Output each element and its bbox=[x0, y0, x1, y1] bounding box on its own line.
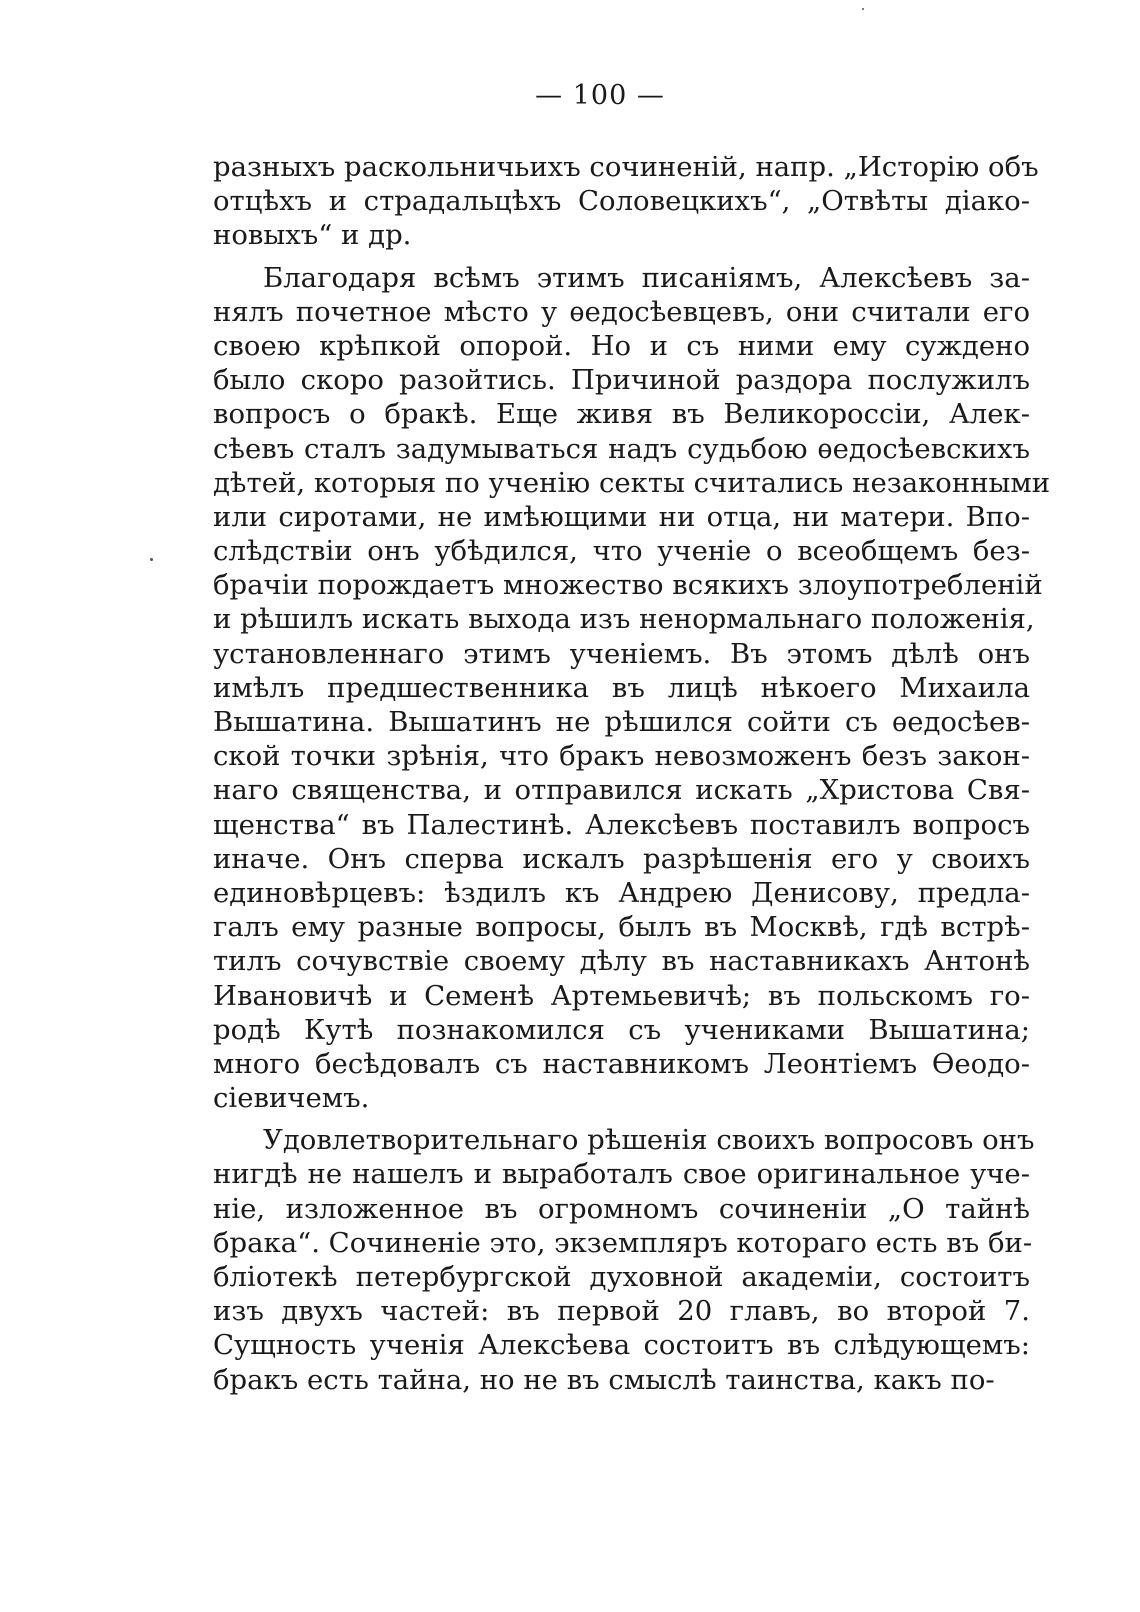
text-line: разныхъ раскольничьихъ сочиненій, напр. „Исторію объ bbox=[213, 151, 1039, 183]
text-line: галъ ему разные вопросы, былъ въ Москвѣ, гдѣ встрѣ- bbox=[213, 911, 1030, 944]
text-line: нялъ почетное мѣсто у ѳедосѣевцевъ, они считали его bbox=[213, 295, 1030, 328]
text-line: изъ двухъ частей: въ первой 20 главъ, во второй 7. bbox=[213, 1295, 1030, 1328]
text-line: много бесѣдовалъ съ наставникомъ Леонтіемъ Ѳеодо- bbox=[213, 1047, 1030, 1080]
page-number: — 100 — bbox=[535, 80, 665, 111]
text-line: новыхъ“ и др. bbox=[213, 219, 412, 252]
scan-speck bbox=[150, 558, 153, 561]
text-line: бракъ есть тайна, но не въ смыслѣ таинства, какъ по- bbox=[213, 1363, 995, 1396]
text-line: Удовлетворительнаго рѣшенія своихъ вопросовъ онъ bbox=[263, 1124, 1035, 1157]
text-line: иначе. Онъ сперва искалъ разрѣшенія его у своихъ bbox=[213, 842, 1030, 875]
text-line: наго священства, и отправился искать „Христова Свя- bbox=[213, 774, 1030, 807]
paragraph bbox=[213, 261, 1051, 1116]
paragraph bbox=[213, 1123, 1035, 1397]
text-line: Благодаря всѣмъ этимъ писаніямъ, Алексѣевъ за- bbox=[263, 261, 1030, 294]
text-line: дѣтей, которыя по ученію секты считались незаконными bbox=[213, 466, 1051, 499]
text-line: нигдѣ не нашелъ и выработалъ свое оригинальное уче- bbox=[213, 1158, 1030, 1191]
text-line: установленнаго этимъ ученіемъ. Въ этомъ дѣлѣ онъ bbox=[213, 637, 1030, 670]
text-line: вопросъ о бракѣ. Еще живя въ Великороссіи, Алек- bbox=[213, 398, 1030, 431]
text-line: брака“. Сочиненіе это, экземпляръ котораго есть въ би- bbox=[213, 1226, 1033, 1259]
text-line: Вышатина. Вышатинъ не рѣшился сойти съ ѳедосѣев- bbox=[213, 706, 1030, 738]
text-line: и рѣшилъ искать выхода изъ ненормальнаго положенія, bbox=[213, 603, 1035, 636]
text-line: брачіи порождаетъ множество всякихъ злоупотребленій bbox=[213, 569, 1043, 602]
text-line: бліотекѣ петербургской духовной академіи, состоитъ bbox=[213, 1261, 1030, 1293]
text-line: Сущность ученія Алексѣева состоитъ въ слѣдующемъ: bbox=[213, 1329, 1030, 1362]
text-line: единовѣрцевъ: ѣздилъ къ Андрею Денисову, предла- bbox=[213, 876, 1030, 909]
text-line: ніе, изложенное въ огромномъ сочиненіи „О тайнѣ bbox=[213, 1192, 1030, 1225]
body-text bbox=[213, 150, 1051, 1397]
text-line: отцѣхъ и страдальцѣхъ Соловецкихъ“, „Отвѣты діако- bbox=[213, 185, 1030, 218]
text-line: сіевичемъ. bbox=[213, 1082, 370, 1115]
scan-speck bbox=[862, 8, 864, 10]
text-line: слѣдствіи онъ убѣдился, что ученіе о всеобщемъ без- bbox=[213, 535, 1030, 568]
paragraph bbox=[213, 150, 1039, 253]
text-line: или сиротами, не имѣющими ни отца, ни матери. Впо- bbox=[213, 500, 1030, 533]
text-line: щенства“ въ Палестинѣ. Алексѣевъ поставилъ вопросъ bbox=[213, 808, 1030, 841]
text-line: было скоро разойтись. Причиной раздора послужилъ bbox=[213, 364, 1030, 397]
text-line: тилъ сочувствіе своему дѣлу въ наставникахъ Антонѣ bbox=[213, 945, 1030, 978]
text-line: ской точки зрѣнія, что бракъ невозможенъ безъ закон- bbox=[213, 740, 1030, 773]
text-line: родѣ Кутѣ познакомился съ учениками Вышатина; bbox=[213, 1013, 1030, 1046]
text-line: имѣлъ предшественника въ лицѣ нѣкоего Михаила bbox=[213, 671, 1030, 704]
text-line: сѣевъ сталъ задумываться надъ судьбою ѳедосѣевскихъ bbox=[213, 432, 1030, 465]
text-line: Ивановичѣ и Семенѣ Артемьевичѣ; въ польскомъ го- bbox=[213, 979, 1030, 1012]
text-line: своею крѣпкой опорой. Но и съ ними ему суждено bbox=[213, 329, 1030, 362]
